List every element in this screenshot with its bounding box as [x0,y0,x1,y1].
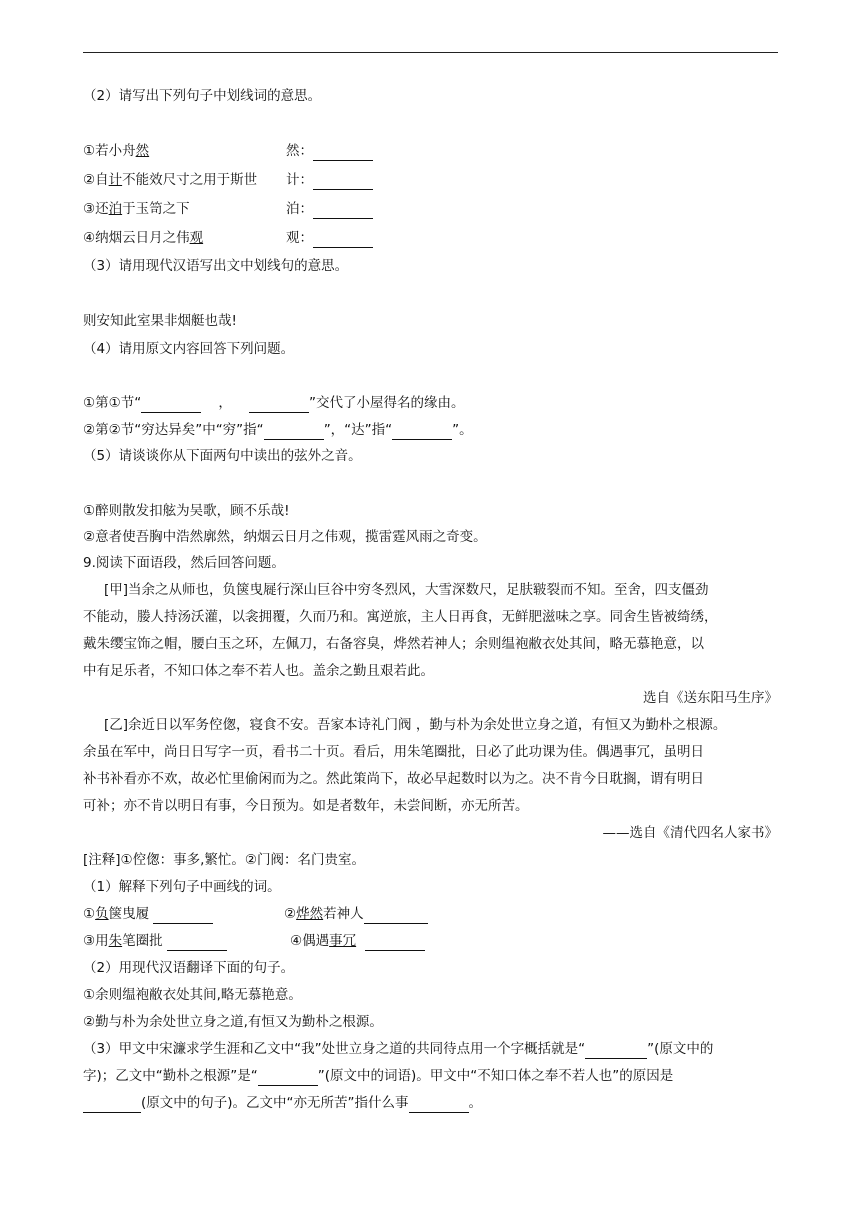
q2-item-1-pre: ①若小舟 [83,143,136,159]
q2-item-2-post: 不能效尺寸之用于斯世 [122,172,258,188]
sub1-d-underlined: 事冗 [329,933,357,949]
q4-line-2-c: ”。 [452,422,473,438]
sub3-l1-b: ”(原文中的 [647,1041,714,1057]
q2-item-2-label: 计： [286,172,313,188]
sub3-blank-1[interactable] [585,1044,647,1059]
q2-item-3-label: 泊： [286,201,313,217]
q4-blank-3[interactable] [264,425,324,440]
q2-item-3-pre: ③还 [83,201,109,217]
q4-blank-2[interactable] [249,398,309,413]
yi-line-1: [乙]余近日以军务倥偬，寝食不安。吾家本诗礼门阀 ，勤与朴为余处世立身之道，有恒又为勤朴之根源。 [104,717,727,733]
q4-line-1-a: ①第①节“ [83,395,142,411]
sub1-c-underlined: 朱 [108,933,123,949]
sub3-blank-4[interactable] [409,1098,469,1113]
q3-sentence: 则安知此室果非烟艇也哉! [83,313,237,329]
q2-heading: （2）请写出下列句子中划线词的意思。 [83,88,322,104]
sub1-b-blank[interactable] [364,909,428,924]
q4-blank-1[interactable] [141,398,201,413]
q5-sentence-2: ②意者使吾胸中浩然廓然，纳烟云日月之伟观，揽雷霆风雨之奇变。 [83,529,487,545]
q2-item-2 [83,170,683,190]
sub3-blank-2[interactable] [258,1071,318,1086]
q2-item-1 [83,141,683,161]
yi-source: ——选自《清代四名人家书》 [602,825,778,841]
sub3-l1-a: （3）甲文中宋濂求学生涯和乙文中“我”处世立身之道的共同待点用一个字概括就是“ [83,1041,586,1057]
q4-line-1-b: ， [218,395,232,411]
q4-line-1-c: ”交代了小屋得名的缘由。 [309,395,465,411]
jia-source: 选自《送东阳马生序》 [643,690,778,706]
q3-heading: （3）请用现代汉语写出文中划线句的意思。 [83,258,349,274]
sub1-c-pre: ③用 [83,933,109,949]
sub1-d-pre: ④偶遇 [290,933,330,949]
sub1-a-blank[interactable] [153,909,213,924]
q2-item-2-underlined-word: 计 [108,172,123,188]
q4-line-1 [83,393,465,413]
q9-sub1-row-1 [83,904,683,924]
jia-line-2: 不能动，媵人持汤沃灌，以衾拥覆，久而乃和。寓逆旅，主人日再食，无鲜肥滋味之享。同舍生皆被绮绣， [83,609,718,625]
sub1-a-pre: ① [83,906,96,922]
q9-sub2-sentence-1: ①余则缊袍敝衣处其间,略无慕艳意。 [83,987,302,1003]
q2-item-4-underlined: 观 [189,230,204,246]
jia-line-4: 中有足乐者，不知口体之奉不若人也。盖余之勤且艰若此。 [83,663,434,679]
q2-item-3-post: 于玉笥之下 [122,201,190,217]
q5-heading: （5）请谈谈你从下面两句中读出的弦外之音。 [83,448,362,464]
sub3-l3-a: (原文中的句子)。乙文中“亦无所苦”指什么事 [141,1095,409,1111]
sub3-l2-a: 字)；乙文中“勤朴之根源”是“ [83,1068,258,1084]
q2-item-3 [83,199,683,219]
q2-item-2-blank[interactable] [313,175,373,190]
q9-sub3-line-1 [83,1039,713,1059]
annotation-note: [注释]①倥偬：事多,繁忙。②门阀：名门贵室。 [83,852,366,868]
yi-line-4: 可补；亦不肯以明日有事，今日预为。如是者数年，未尝间断，亦无所苦。 [83,798,529,814]
q9-sub1-heading: （1）解释下列句子中画线的词。 [83,879,281,895]
q5-sentence-1: ①醉则散发扣舷为吴歌，顾不乐哉! [83,503,290,519]
sub1-a-post: 箧曳履 [108,906,150,922]
jia-line-3: 戴朱缨宝饰之帽，腰白玉之环，左佩刀，右备容臭，烨然若神人；余则缊袍敝衣处其间，略无慕艳意，以 [83,636,704,652]
sub1-b-pre: ② [284,906,297,922]
q9-sub3-line-2 [83,1066,673,1086]
sub1-b-post: 若神人 [323,906,364,922]
q4-line-2 [83,420,473,440]
q2-item-4-blank[interactable] [313,233,373,248]
yi-line-3: 补书补看亦不欢，故必忙里偷闲而为之。然此策尚下，故必早起数时以为之。决不肯今日耽搁，谓有明日 [83,771,704,787]
q2-item-1-label: 然： [286,143,313,159]
q9-sub3-line-3 [83,1093,482,1113]
q9-title: 9.阅读下面语段，然后回答问题。 [83,555,285,571]
q9-sub2-sentence-2: ②勤与朴为余处世立身之道,有恒又为勤朴之根源。 [83,1014,383,1030]
q2-item-3-underlined: 泊 [108,201,123,217]
yi-line-2: 余虽在军中，尚日日写字一页，看书二十页。看后，用朱笔圈批，日必了此功课为佳。偶遇事冗，虽明日 [83,744,704,760]
q2-item-4 [83,228,683,248]
q2-item-2-pre: ②自计 [83,172,123,188]
sub3-l2-b: ”(原文中的词语)。甲文中“不知口体之奉不若人也”的原因是 [317,1068,674,1084]
q2-item-4-label: 观： [286,230,313,246]
q9-sub1-row-2 [83,931,683,951]
sub1-c-post: 笔圈批 [122,933,163,949]
sub1-d-blank[interactable] [365,936,425,951]
sub3-l3-b: 。 [468,1095,483,1111]
q4-blank-4[interactable] [392,425,452,440]
q2-item-3-blank[interactable] [313,204,373,219]
sub3-blank-3[interactable] [83,1098,141,1113]
q4-line-2-b: ”，“达”指“ [323,422,393,438]
q2-item-1-underlined: 然 [135,143,150,159]
sub1-c-blank[interactable] [167,936,227,951]
header-rule [83,52,778,53]
sub1-a-underlined: 负 [95,906,109,922]
jia-line-1: [甲]当余之从师也，负箧曳屣行深山巨谷中穷冬烈风，大雪深数尺，足肤皲裂而不知。至舍，四支僵劲 [104,582,709,598]
q2-item-4-pre: ④纳烟云日月之伟 [83,230,190,246]
q4-heading: （4）请用原文内容回答下列问题。 [83,341,295,357]
q4-line-2-a: ②第②节“穷达异矣”中“穷”指“ [83,422,264,438]
q9-sub2-heading: （2）用现代汉语翻译下面的句子。 [83,960,295,976]
sub1-b-underlined: 烨然 [296,906,324,922]
q2-item-1-blank[interactable] [313,146,373,161]
